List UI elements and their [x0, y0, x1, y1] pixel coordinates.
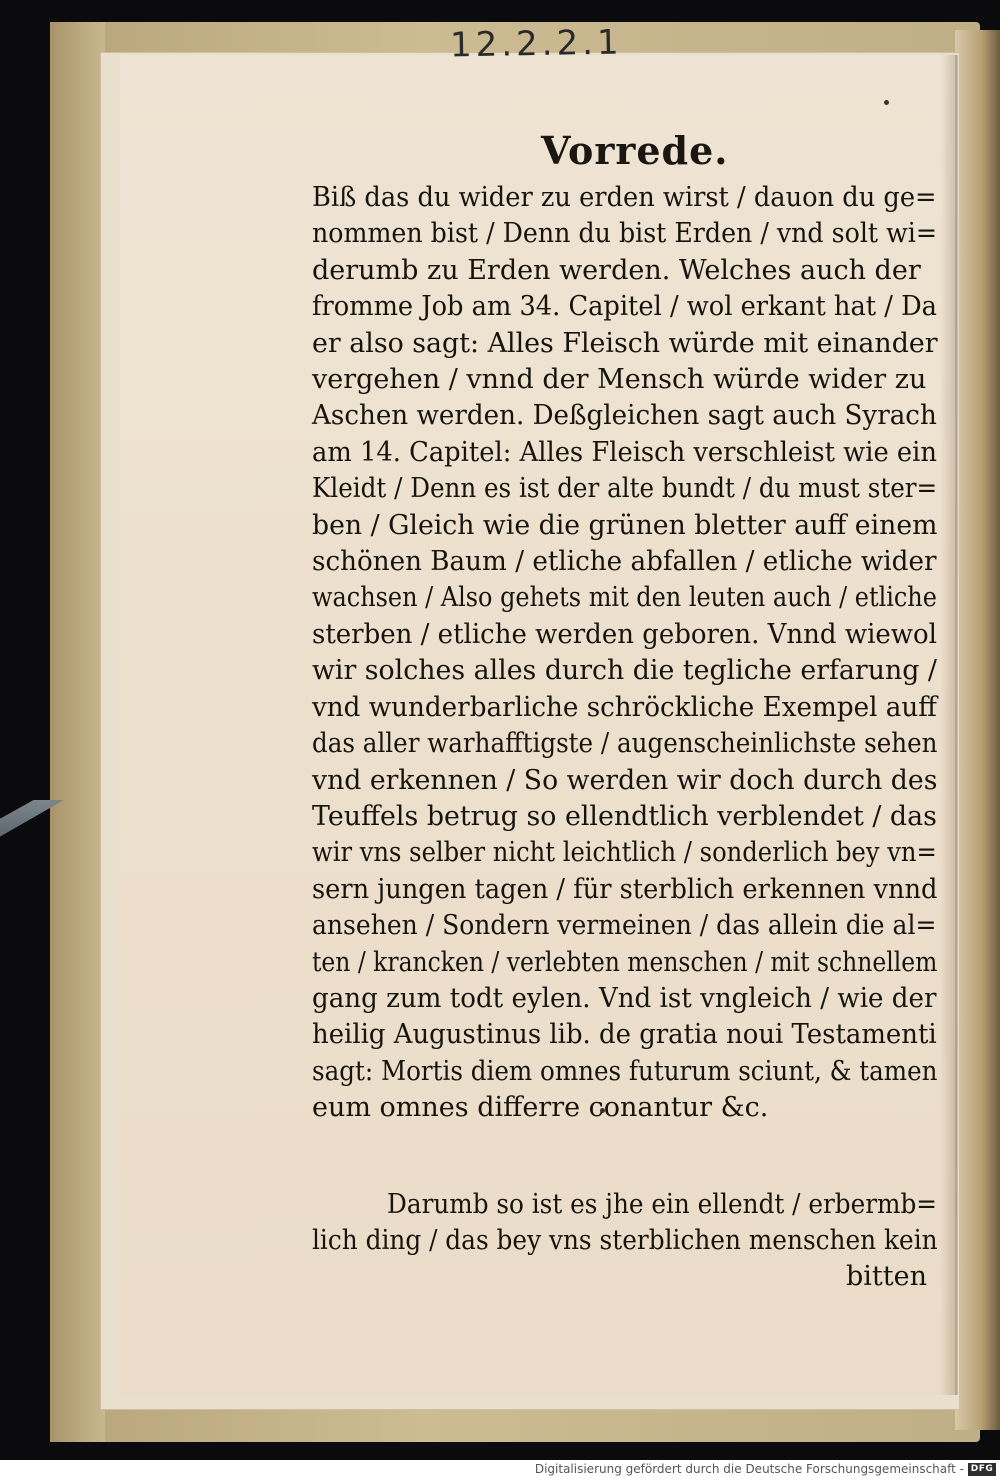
shelfmark: 12.2.2.1: [449, 22, 623, 66]
text-line: fromme Job am 34. Capitel / wol erkant hat / Da: [312, 291, 937, 323]
paragraph-gap: [312, 1127, 937, 1187]
text-line: wir solches alles durch die tegliche erfarung /: [312, 655, 937, 687]
pointer-stick: [0, 800, 250, 840]
text-line: am 14. Capitel: Alles Fleisch verschleist wie ein: [312, 436, 937, 468]
footer-bar: [0, 1460, 1000, 1480]
text-line: Kleidt / Denn es ist der alte bundt / du must ster=: [312, 473, 938, 505]
text-line: Aschen werden. Deßgleichen sagt auch Syrach: [312, 400, 937, 432]
text-line: ansehen / Sondern vermeinen / das allein die al=: [312, 910, 937, 942]
footer-credit: Digitalisierung gefördert durch die Deutsche Forschungsgemeinschaft -: [534, 1462, 964, 1476]
text-line: er also sagt: Alles Fleisch würde mit einander: [312, 327, 938, 359]
cover-edge: [50, 22, 105, 1442]
text-line: eum omnes differre conantur &c.: [312, 1092, 769, 1124]
text-line: ten / krancken / verlebten menschen / mit schnellem: [312, 946, 938, 978]
text-line: wir vns selber nicht leichtlich / sonderlich bey vn=: [312, 837, 937, 869]
text-line: nommen bist / Denn du bist Erden / vnd solt wi=: [312, 218, 937, 250]
ink-speck: [884, 100, 889, 105]
text-line: heilig Augustinus lib. de gratia noui Testamenti: [312, 1019, 937, 1051]
text-line: Darumb so ist es jhe ein ellendt / erbermb=: [387, 1188, 937, 1220]
text-line: sern jungen tagen / für sterblich erkennen vnnd: [312, 873, 938, 905]
body-text: [312, 180, 937, 1296]
catchword: bitten: [846, 1261, 927, 1293]
text-line: wachsen / Also gehets mit den leuten auch / etliche: [312, 582, 937, 614]
facing-page-edge: [955, 30, 1000, 1430]
text-line: sagt: Mortis diem omnes futurum sciunt, & tamen: [312, 1055, 938, 1087]
text-line: ben / Gleich wie die grünen bletter auff einem: [312, 509, 938, 541]
text-line: vnd wunderbarliche schröckliche Exempel auff: [312, 691, 937, 723]
text-line: schönen Baum / etliche abfallen / etliche wider: [312, 546, 937, 578]
text-line: sterben / etliche werden geboren. Vnnd wiewol: [312, 618, 938, 650]
text-line: gang zum todt eylen. Vnd ist vngleich / wie der: [312, 982, 937, 1014]
text-line: derumb zu Erden werden. Welches auch der: [312, 254, 921, 286]
text-line: Biß das du wider zu erden wirst / dauon du ge=: [312, 182, 937, 213]
text-line: vnd erkennen / So werden wir doch durch des: [312, 764, 938, 796]
text-line: vergehen / vnnd der Mensch würde wider zu: [312, 364, 927, 396]
gutter-shadow: [940, 55, 958, 1395]
dfg-logo: DFG: [968, 1463, 996, 1476]
text-line: Teuffels betrug so ellendtlich verblendet / das: [312, 800, 937, 832]
page-heading: Vorrede.: [541, 128, 729, 173]
text-line: das aller warhafftigste / augenscheinlichste sehen: [312, 728, 938, 760]
text-line: lich ding / das bey vns sterblichen menschen kein: [312, 1224, 938, 1256]
